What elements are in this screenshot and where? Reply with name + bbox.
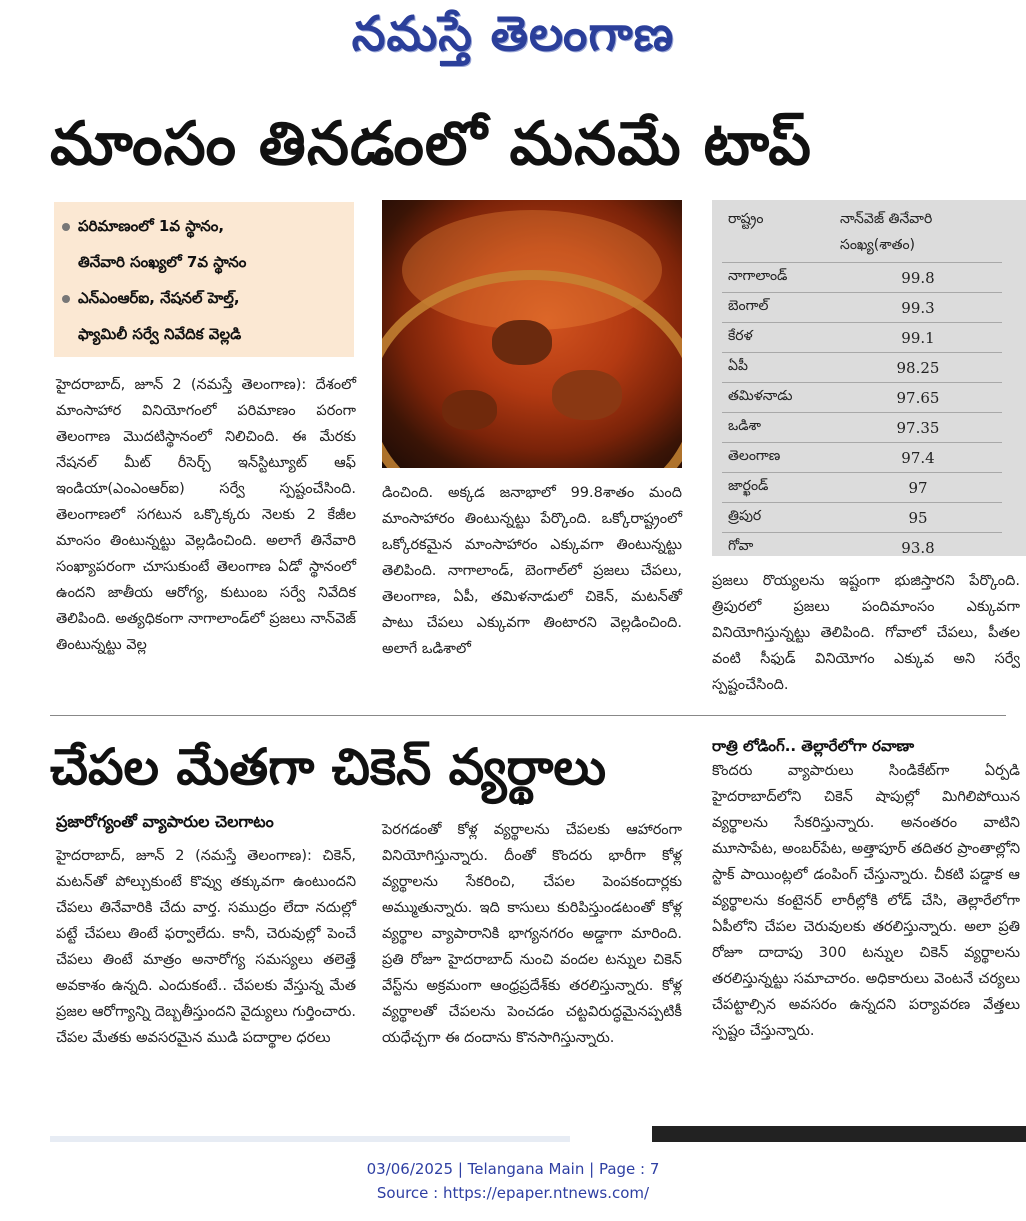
newspaper-logo: నమస్తే తెలంగాణ [351, 6, 675, 62]
story1-column-1: హైదరాబాద్, జూన్ 2 (నమస్తే తెలంగాణ): దేశంలో మాంసాహార వినియోగంలో పరిమాణం పరంగా తెలంగాణ మొదటిస్థానంలో నిలిచింది. ఈ మేరకు నేషనల్ మీట్ రీసెర్చ్ ఇన్‌స్టిట్యూట్ ఆఫ్ ఇండియా(ఎంఎంఆర్‌ఐ) సర్వే స్పష్టంచేసింది. తెలంగాణలో సగటున ఒక్కొక్కరు నెలకు 2 కేజీల మాంసం తింటున్నట్టు వెల్లడించింది. అలాగే తినేవారి సంఖ్యాపరంగా చూసుకుంటే తెలంగాణ ఏడో స్థానంలో ఉందని జాతీయ ఆరోగ్య, కుటుంబ సర్వే నివేదిక తెలిపింది. అత్యధికంగా నాగాలాండ్‌లో ప్రజలు నాన్‌వెజ్ తింటున్నట్టు వెల్ల [56, 377, 356, 653]
table-row [722, 533, 1002, 563]
highlight-item: పరిమాణంలో 1వ స్థానం, [62, 208, 346, 244]
table-row [722, 353, 1002, 383]
footer-date-page: 03/06/2025 | Telangana Main | Page : 7 [366, 1160, 660, 1178]
table-row [722, 503, 1002, 533]
story1-column-3: ప్రజలు రొయ్యలను ఇష్టంగా భుజిస్తారని పేర్కొంది. త్రిపురలో ప్రజలు పందిమాంసం ఎక్కువగా వినియోగిస్తున్నట్టు తెలిపింది. గోవాలో చేపలు, పీతల వంటి సీఫుడ్ వినియోగం ఎక్కువ అని సర్వే స్పష్టంచేసింది. [712, 573, 1020, 693]
table-header-state: రాష్ట్రం [728, 211, 764, 227]
story2-subhead: ప్రజారోగ్యంతో వ్యాపారుల చెలగాటం [56, 812, 274, 831]
nonveg-percent: 97.35 [834, 413, 1002, 443]
nonveg-percent: 95 [834, 503, 1002, 533]
state-name: బెంగాల్ [722, 293, 834, 323]
table-row [722, 413, 1002, 443]
table-row [722, 383, 1002, 413]
highlight-item-cont: ఫ్యామిలీ సర్వే నివేదిక వెల్లడి [78, 325, 242, 343]
nonveg-percent: 97.65 [834, 383, 1002, 413]
state-name: జార్ఖండ్ [722, 473, 834, 503]
next-headline-strip [652, 1126, 1026, 1142]
table-row [722, 473, 1002, 503]
nonveg-percent: 98.25 [834, 353, 1002, 383]
highlight-item: ఎన్‌ఎంఆర్‌ఐ, నేషనల్ హెల్త్, [62, 280, 346, 316]
state-name: తెలంగాణ [722, 443, 834, 473]
table-row [722, 263, 1002, 293]
section-divider [50, 715, 1006, 716]
masthead [0, 0, 1026, 80]
story2-column-3: కొందరు వ్యాపారులు సిండికేట్‌గా ఏర్పడి హైదరాబాద్‌లోని చికెన్ షాపుల్లో మిగిలిపోయిన వ్యర్థాలను సేకరిస్తున్నారు. అనంతరం వాటిని మూసాపేట, అంబర్‌పేట, అత్తాపూర్ తదితర ప్రాంతాల్లోని స్టాక్ పాయింట్లలో డంపింగ్ చేస్తున్నారు. చీకటి పడ్డాక ఆ వ్యర్థాలను కంటైనర్ లారీల్లోకి లోడ్ చేసి, తెల్లారేలోగా ఏపీలోని చేపల చెరువులకు తరలిస్తున్నారు. అలా ప్రతి రోజూ దాదాపు 300 టన్నుల చికెన్ వ్యర్థాలను తరలిస్తున్నట్టు సమాచారం. అధికారులు వెంటనే చర్యలు చేపట్టాల్సిన అవసరం ఉన్నదని పర్యావరణ వేత్తలు స్పష్టం చేస్తున్నారు. [712, 763, 1020, 1039]
story1-highlights-box [54, 202, 354, 357]
state-name: ఒడిశా [722, 413, 834, 443]
bullet-dot-icon [62, 295, 70, 303]
state-name: త్రిపుర [722, 503, 834, 533]
story2-column-2: పెరగడంతో కోళ్ల వ్యర్థాలను చేపలకు ఆహారంగా వినియోగిస్తున్నారు. దీంతో కొందరు భారీగా కోళ్ల వ్యర్థాలను సేకరించి, చేపల పెంపకందార్లకు అమ్ముతున్నారు. ఇది కాసులు కురిపిస్తుండటంతో కోళ్ల వ్యర్థాల వ్యాపారానికి భాగ్యనగరం అడ్డాగా మారింది. ప్రతి రోజూ హైదరాబాద్ నుంచి వందల టన్నుల చికెన్ వేస్ట్‌ను అక్రమంగా ఆంధ్రప్రదేశ్‌కు తరలిస్తున్నారు. కోళ్ల వ్యర్థాలతో చేపలను పెంచడం చట్టవిరుద్ధమైనప్పటికీ యధేచ్చగా ఈ దందాను కొనసాగిస్తున్నారు. [382, 822, 682, 1046]
bullet-dot-icon [62, 223, 70, 231]
nonveg-percent: 99.3 [834, 293, 1002, 323]
page-footer [0, 1157, 1026, 1205]
story2-subhead-2: రాత్రి లోడింగ్.. తెల్లారేలోగా రవాణా [712, 737, 915, 755]
nonveg-percent: 93.8 [834, 533, 1002, 563]
nonveg-percent: 97.4 [834, 443, 1002, 473]
highlight-item-cont: తినేవారి సంఖ్యలో 7వ స్థానం [78, 253, 247, 271]
state-name: కేరళ [722, 323, 834, 353]
footer-source: Source : https://epaper.ntnews.com/ [376, 1184, 650, 1202]
table-row [722, 323, 1002, 353]
bottom-band [50, 1136, 570, 1142]
state-name: ఏపీ [722, 353, 834, 383]
state-name: నాగాలాండ్ [722, 263, 834, 293]
table-row [722, 443, 1002, 473]
nonveg-percent: 99.8 [834, 263, 1002, 293]
story2-column-1: హైదరాబాద్, జూన్ 2 (నమస్తే తెలంగాణ): చికెన్, మటన్‌తో పోల్చుకుంటే కొవ్వు తక్కువగా ఉంటుందని చేపలు తినేవారికి చేదు వార్త. సముద్రం లేదా నదుల్లో పట్టే చేపలు తింటే ఫర్వాలేదు. కానీ, చెరువుల్లో పెంచే చేపలు తింటే మాత్రం అనారోగ్య సమస్యలు తలెత్తే అవకాశం ఉన్నది. ఎందుకంటే.. చేపలకు వేస్తున్న మేత ప్రజల ఆరోగ్యాన్ని దెబ్బతీస్తుందని వైద్యులు గుర్తించారు. చేపల మేతకు అవసరమైన ముడి పదార్థాల ధరలు [56, 848, 356, 1046]
table-header-percent: నాన్‌వెజ్ తినేవారి సంఖ్య(శాతం) [840, 211, 933, 253]
nonveg-percent: 99.1 [834, 323, 1002, 353]
state-name: తమిళనాడు [722, 383, 834, 413]
story1-column-2: డించింది. అక్కడ జనాభాలో 99.8శాతం మంది మాంసాహారం తింటున్నట్టు పేర్కొంది. ఒక్కోరాష్ట్రంలో ఒక్కోరకమైన మాంసాహారం ఎక్కువగా తింటున్నట్టు తెలిపింది. నాగాలాండ్, బెంగాల్‌లో ప్రజలు చేపలు, తెలంగాణ, ఏపీ, తమిళనాడులో చికెన్, మటన్‌తో పాటు చేపలు ఎక్కువగా తింటారని వెల్లడించింది. అలాగే ఒడిశాలో [382, 485, 682, 657]
story1-headline: మాంసం తినడంలో మనమే టాప్ [50, 109, 812, 179]
state-name: గోవా [722, 533, 834, 563]
story2-headline: చేపల మేతగా చికెన్ వ్యర్థాలు [50, 738, 607, 796]
table-row [722, 293, 1002, 323]
nonveg-percent: 97 [834, 473, 1002, 503]
curry-photo [382, 200, 682, 468]
nonveg-stats-table [712, 200, 1026, 556]
